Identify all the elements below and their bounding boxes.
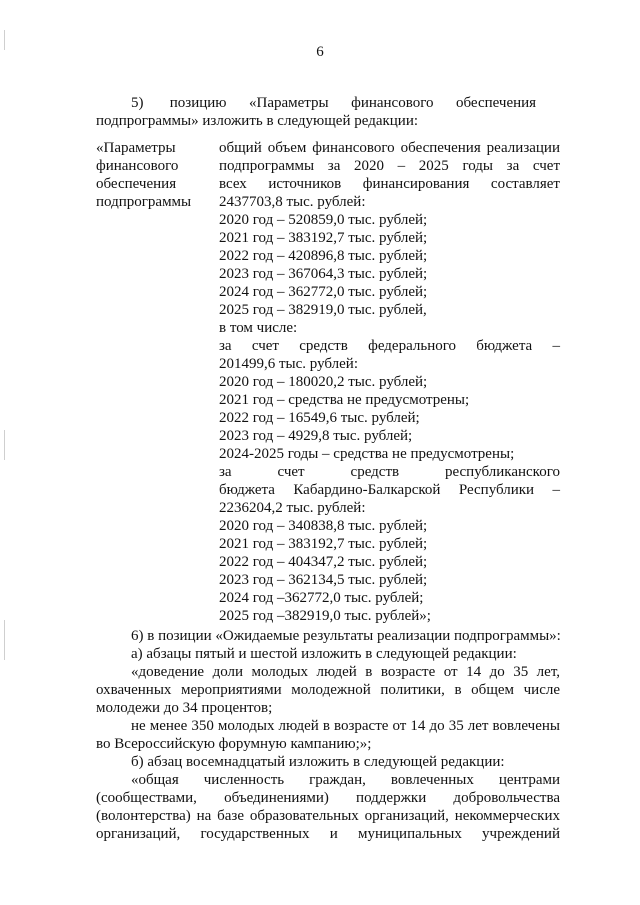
param-line: 2022 год – 404347,2 тыс. рублей; (219, 554, 428, 570)
body-line: не менее 350 молодых людей в возрасте от 14 до 35 лет вовлечены (131, 718, 560, 734)
body-line: во Всероссийскую форумную кампанию;»; (96, 736, 372, 752)
body-line: «доведение доли молодых людей в возрасте от 14 до 35 лет, (131, 664, 560, 680)
body-line: 6) в позиции «Ожидаемые результаты реализации подпрограммы»: (131, 628, 561, 644)
page-number: 6 (316, 44, 324, 60)
body-line: (сообществами, объединениями) поддержки добровольчества (96, 790, 560, 806)
body-line: (волонтерства) на базе образовательных организаций, некоммерческих (96, 808, 560, 824)
param-label (96, 139, 206, 211)
body-line: молодежи до 34 процентов; (96, 700, 273, 716)
body-line: охваченных мероприятиями молодежной политики, в общем числе (96, 682, 560, 698)
scan-edge-mark (4, 430, 5, 460)
param-line: в том числе: (219, 320, 298, 336)
param-line: 201499,6 тыс. рублей: (219, 356, 358, 372)
param-line: 2021 год – средства не предусмотрены; (219, 392, 470, 408)
param-line: 2024-2025 годы – средства не предусмотрены; (219, 446, 515, 462)
body-line: «общая численность граждан, вовлеченных центрами (131, 772, 560, 788)
param-line: 2022 год – 420896,8 тыс. рублей; (219, 248, 428, 264)
param-label-line: обеспечения (96, 176, 177, 192)
param-line: за счет средств федерального бюджета – (219, 338, 560, 354)
param-label-line: «Параметры (96, 140, 176, 156)
param-label-line: финансового (96, 158, 179, 174)
intro-line-1: 5) позицию «Параметры финансового обеспечения (131, 95, 537, 111)
body-line: а) абзацы пятый и шестой изложить в следующей редакции: (131, 646, 517, 662)
param-line: 2437703,8 тыс. рублей: (219, 194, 366, 210)
param-line: 2020 год – 520859,0 тыс. рублей; (219, 212, 428, 228)
param-line: всех источников финансирования составляет (219, 176, 560, 192)
scan-edge-mark (4, 620, 5, 660)
intro-line-2: подпрограммы» изложить в следующей редакции: (96, 113, 419, 129)
param-line: 2023 год – 362134,5 тыс. рублей; (219, 572, 428, 588)
param-line: 2022 год – 16549,6 тыс. рублей; (219, 410, 420, 426)
body-line: организаций, государственных и муниципальных учреждений (96, 826, 560, 842)
param-line: 2020 год – 340838,8 тыс. рублей; (219, 518, 428, 534)
param-line: за счет средств республиканского (219, 464, 560, 480)
param-line: бюджета Кабардино-Балкарской Республики – (219, 482, 560, 498)
param-line: 2021 год – 383192,7 тыс. рублей; (219, 536, 428, 552)
param-line: общий объем финансового обеспечения реализации (219, 140, 560, 156)
param-line: подпрограммы за 2020 – 2025 годы за счет (219, 158, 560, 174)
param-line: 2023 год – 4929,8 тыс. рублей; (219, 428, 413, 444)
param-line: 2025 год –382919,0 тыс. рублей»; (219, 608, 431, 624)
param-line: 2021 год – 383192,7 тыс. рублей; (219, 230, 428, 246)
param-line: 2024 год –362772,0 тыс. рублей; (219, 590, 424, 606)
param-line: 2025 год – 382919,0 тыс. рублей, (219, 302, 427, 318)
param-line: 2023 год – 367064,3 тыс. рублей; (219, 266, 428, 282)
body-line: б) абзац восемнадцатый изложить в следующей редакции: (131, 754, 505, 770)
param-line: 2024 год – 362772,0 тыс. рублей; (219, 284, 428, 300)
param-label-line: подпрограммы (96, 194, 192, 210)
param-line: 2236204,2 тыс. рублей: (219, 500, 366, 516)
param-line: 2020 год – 180020,2 тыс. рублей; (219, 374, 428, 390)
